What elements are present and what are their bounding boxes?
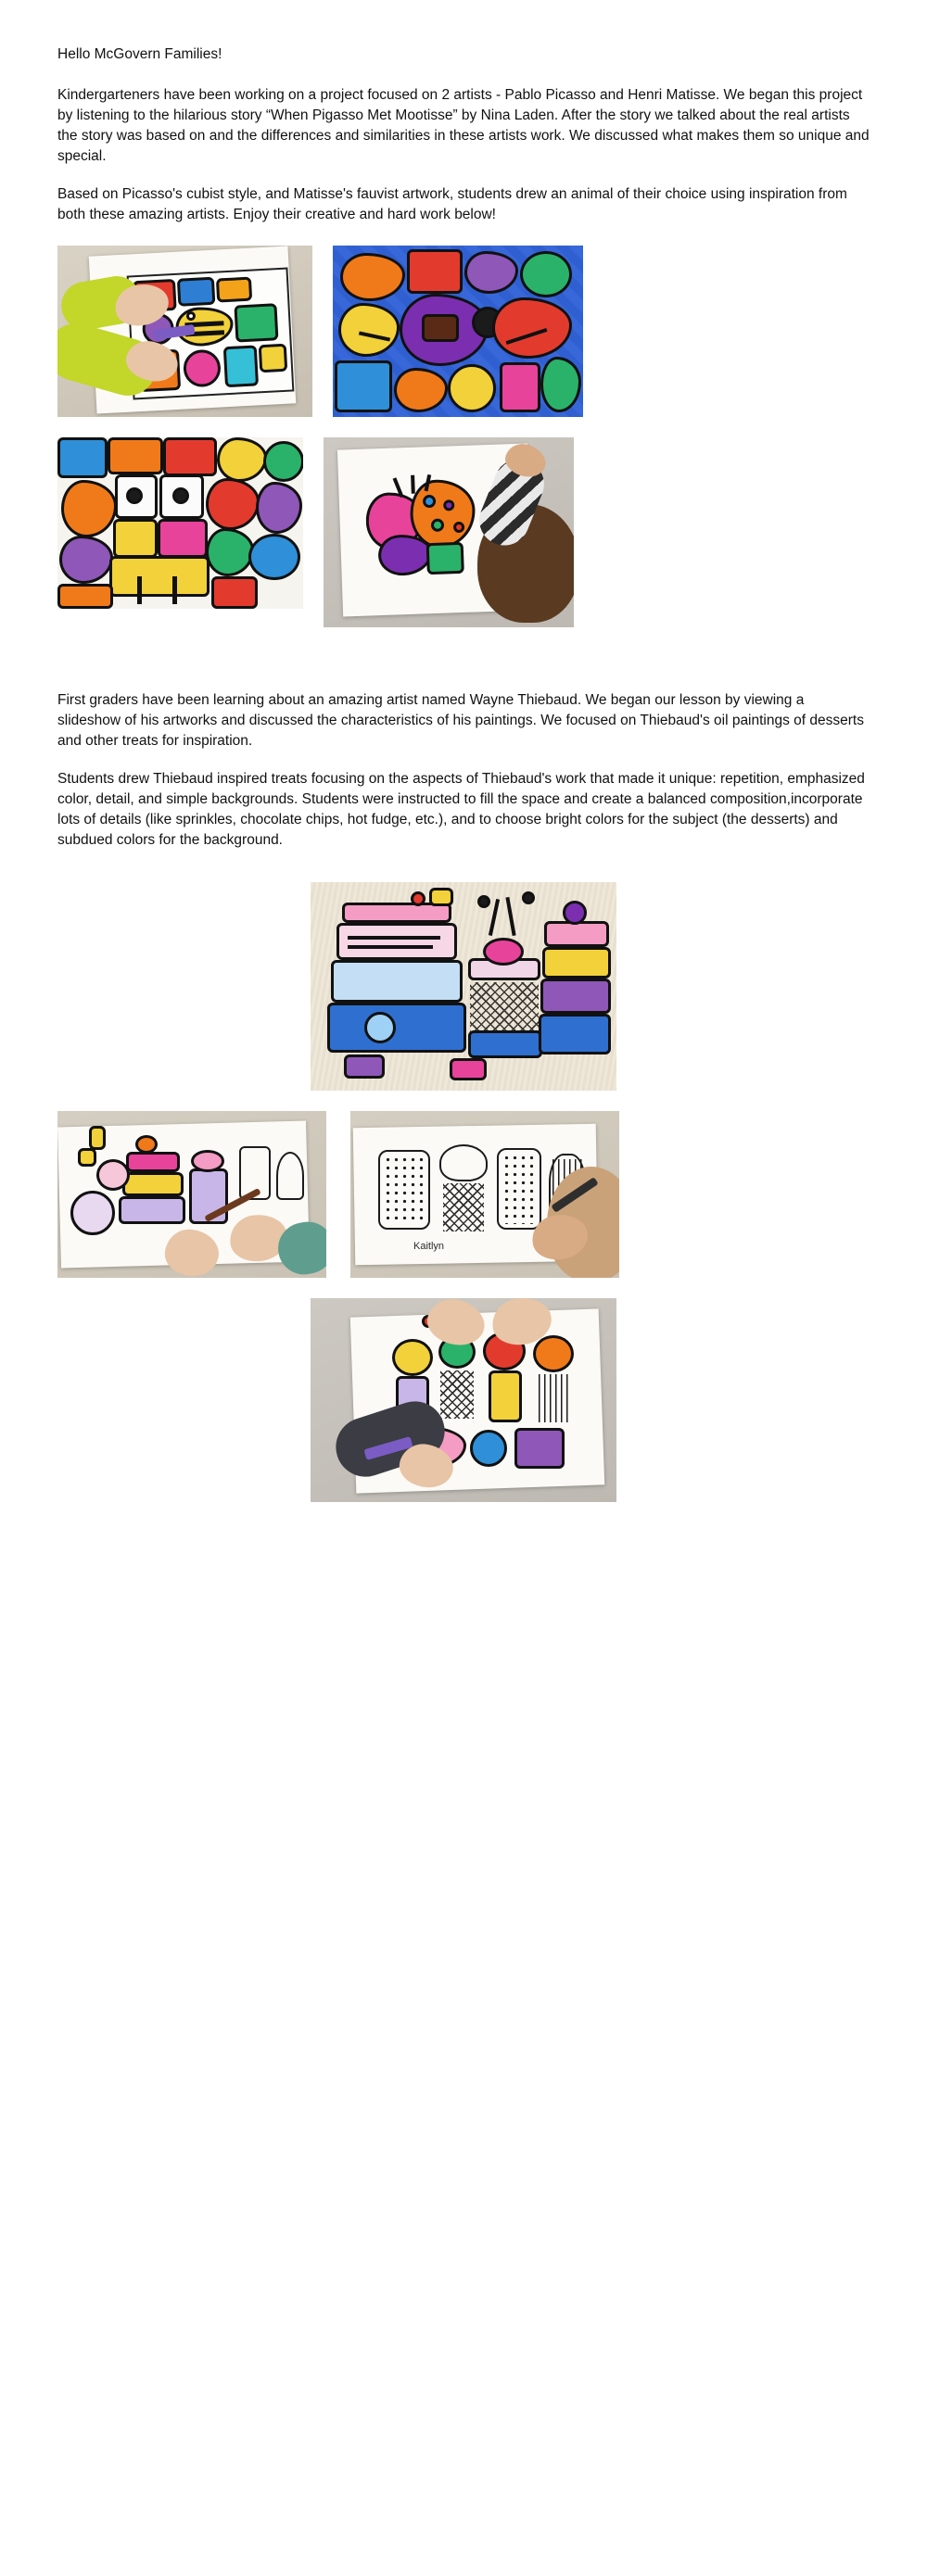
paragraph-kindergarten-intro: Kindergarteners have been working on a project focused on 2 artists - Pablo Picasso and Henri Matisse. We began this project by listening to the hilarious story “When Pigasso Met Mootisse” by Nina Laden. After the story we talked about the real artists the story was based on and the differences and similarities in these artists work. We discussed what makes them so unique and special. xyxy=(57,87,870,164)
photo-cubist-owl-artwork xyxy=(57,437,303,609)
photo-kindergarten-student-drawing xyxy=(57,246,312,417)
photo-black-white-icecream-drawing xyxy=(350,1111,619,1278)
photo-student-coloring-cones xyxy=(311,1298,616,1502)
paragraph-first-grade-intro: First graders have been learning about an amazing artist named Wayne Thiebaud. We began our lesson by viewing a slideshow of his artworks and discussed the characteristics of his paintings. We focused on Thiebaud's oil paintings of desserts and other treats for inspiration. xyxy=(57,692,864,749)
photo-label-kaitlyn: Kaitlyn xyxy=(413,1241,445,1252)
gallery-row-1 xyxy=(57,246,870,417)
gallery-row-4 xyxy=(57,1111,870,1278)
paragraph-kindergarten-project: Based on Picasso's cubist style, and Matisse's fauvist artwork, students drew an animal of their choice using inspiration from both these amazing artists. Enjoy their creative and hard work below! xyxy=(57,186,847,222)
kindergarten-gallery xyxy=(57,246,870,627)
photo-thiebaud-cakes-drawing xyxy=(311,882,616,1091)
photo-cubist-bird-artwork xyxy=(333,246,583,417)
paragraph-first-grade-project: Students drew Thiebaud inspired treats focusing on the aspects of Thiebaud's work that made it unique: repetition, emphasized color, detail, and simple backgrounds. Students were instructed to fill the space and create a balanced composition,incorporate lots of details (like sprinkles, chocolate chips, hot fudge, etc.), and to choose bright colors for the subject (the desserts) and subdued colors for the background. xyxy=(57,771,865,848)
photo-student-fish-drawing xyxy=(324,437,574,627)
first-grade-gallery xyxy=(57,882,870,1502)
photo-student-coloring-desserts xyxy=(57,1111,326,1278)
gallery-row-3 xyxy=(57,882,870,1091)
greeting-text: Hello McGovern Families! xyxy=(57,46,222,62)
gallery-row-2 xyxy=(57,437,870,627)
gallery-row-5 xyxy=(57,1298,870,1502)
